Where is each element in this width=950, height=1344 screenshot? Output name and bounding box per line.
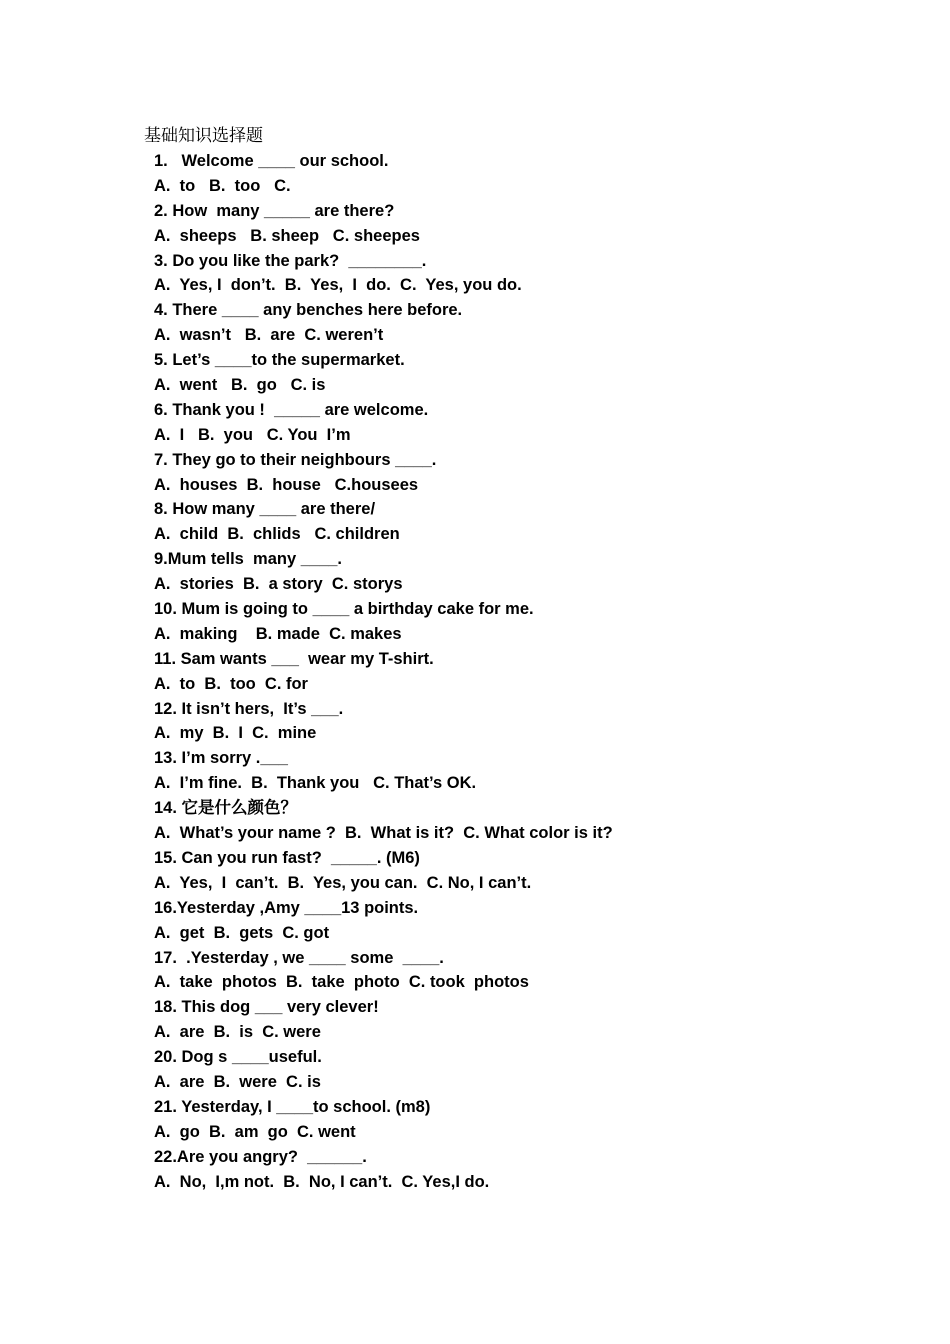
options-line: A. sheeps B. sheep C. sheepes — [154, 226, 420, 245]
worksheet-title: 基础知识选择题 — [144, 126, 263, 146]
options-line: A. Yes, I don’t. B. Yes, I do. C. Yes, you do. — [154, 276, 522, 295]
options-line: A. child B. chlids C. children — [154, 525, 400, 544]
options-line: A. went B. go C. is — [154, 376, 326, 395]
question-line: 15. Can you run fast? _____. (M6) — [154, 848, 420, 867]
options-line: A. stories B. a story C. storys — [154, 575, 403, 594]
options-line: A. houses B. house C.housees — [154, 475, 419, 494]
question-line: 5. Let’s ____to the supermarket. — [154, 351, 405, 370]
options-line: A. to B. too C. — [154, 176, 291, 195]
options-line: A. wasn’t B. are C. weren’t — [154, 326, 384, 345]
options-line: A. to B. too C. for — [154, 674, 308, 693]
question-line: 20. Dog s ____useful. — [154, 1048, 322, 1067]
options-line: A. my B. I C. mine — [154, 724, 317, 743]
question-line: 4. There ____ any benches here before. — [154, 301, 463, 320]
question-line: 18. This dog ___ very clever! — [154, 998, 379, 1017]
question-line: 2. How many _____ are there? — [154, 201, 395, 220]
options-line: A. are B. is C. were — [154, 1023, 321, 1042]
options-line: A. are B. were C. is — [154, 1072, 321, 1091]
question-line: 22.Are you angry? ______. — [154, 1147, 367, 1166]
options-line: A. take photos B. take photo C. took photos — [154, 973, 529, 992]
question-line: 13. I’m sorry .___ — [154, 749, 288, 768]
options-line: A. go B. am go C. went — [154, 1122, 356, 1141]
question-line: 9.Mum tells many ____. — [154, 550, 343, 569]
question-line: 3. Do you like the park? ________. — [154, 251, 427, 270]
question-line: 1. Welcome ____ our school. — [154, 152, 389, 170]
question-line: 21. Yesterday, I ____to school. (m8) — [154, 1097, 431, 1116]
question-line: 6. Thank you ! _____ are welcome. — [154, 400, 429, 419]
options-line: A. I B. you C. You I’m — [154, 425, 351, 444]
question-line: 11. Sam wants ___ wear my T-shirt. — [154, 649, 434, 668]
question-line: 17. .Yesterday , we ____ some ____. — [154, 948, 444, 967]
options-line: A. I’m fine. B. Thank you C. That’s OK. — [154, 774, 477, 793]
question-line: 16.Yesterday ,Amy ____13 points. — [154, 898, 419, 917]
options-line: A. No, I,m not. B. No, I can’t. C. Yes,I do. — [154, 1172, 490, 1191]
question-line: 7. They go to their neighbours ____. — [154, 450, 437, 469]
question-line: 10. Mum is going to ____ a birthday cake for me. — [154, 600, 534, 619]
question-line: 8. How many ____ are there/ — [154, 500, 376, 519]
question-list — [154, 149, 874, 1194]
options-line: A. get B. gets C. got — [154, 923, 330, 942]
options-line: A. What’s your name ? B. What is it? C. What color is it? — [154, 824, 613, 843]
question-line: 14. 它是什么颜色？ — [154, 799, 298, 818]
options-line: A. making B. made C. makes — [154, 624, 402, 643]
options-line: A. Yes, I can’t. B. Yes, you can. C. No, I can’t. — [154, 873, 532, 892]
question-line: 12. It isn’t hers, It’s ___. — [154, 699, 344, 718]
